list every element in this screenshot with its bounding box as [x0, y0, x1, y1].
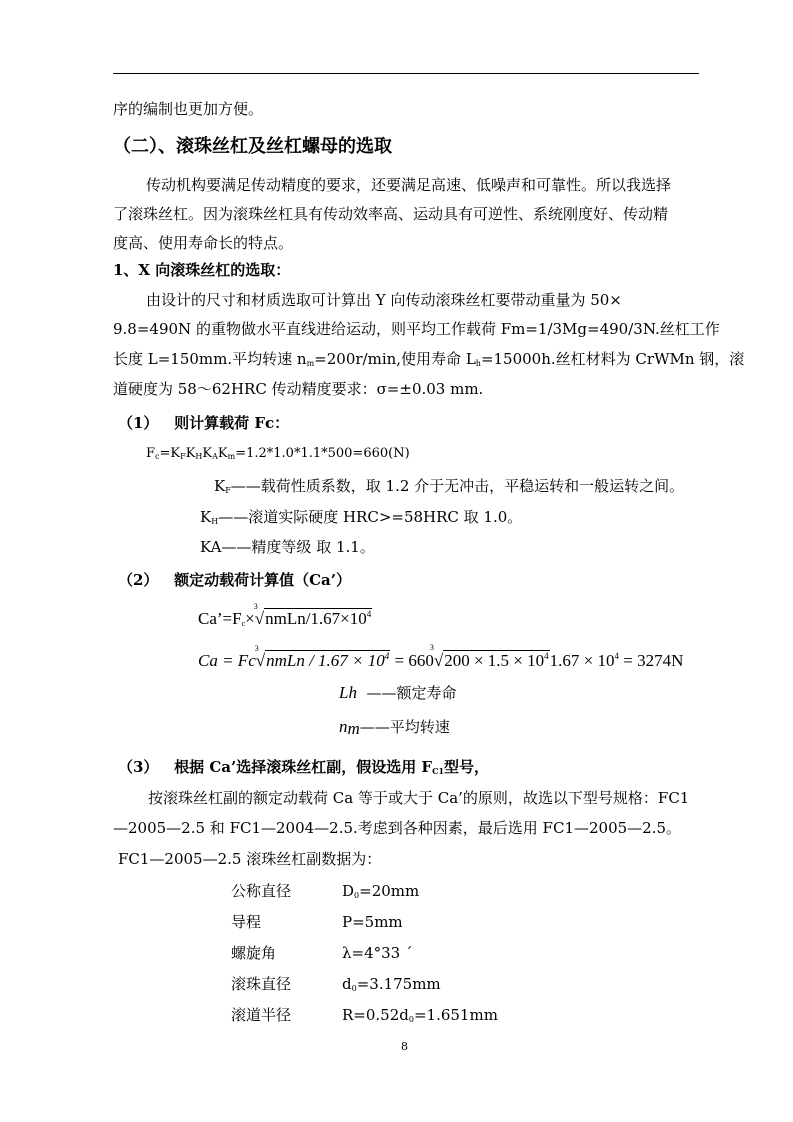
calc-line-2: 9.8=490N 的重物做水平直线进给运动，则平均工作载荷 Fm=1/3Mg=490/3N.丝杠工作: [113, 320, 720, 338]
step-1-heading: （1） 则计算载荷 Fc：: [118, 414, 290, 432]
param-name: 导程: [231, 913, 262, 931]
intro-line-1: 传动机构要满足传动精度的要求，还要满足高速、低噪声和可靠性。所以我选择: [146, 176, 672, 194]
param-name: 螺旋角: [231, 944, 277, 962]
header-rule: [113, 73, 699, 74]
param-value: $R=0.52d_0=1.651mm$: [342, 1006, 498, 1024]
formula-ca-prime: $Ca’=F_c\times$ 3 $√nmLn/1.67\times 10^4$: [198, 602, 372, 628]
param-value: P=5mm: [342, 913, 403, 931]
formula-ca-calculation: Ca = Fc 3 √nmLn / $1.67 \times 10^4 = 660$ 3 $√200 \times 1.5 \times 10^41.67 \times 10^4 = 3274N$: [198, 643, 684, 670]
param-value: λ=4°33 ˊ: [342, 944, 413, 962]
continuation-line: 序的编制也更加方便。: [113, 100, 264, 118]
subsection-heading-1: 1、X 向滚珠丝杠的选取：: [113, 261, 291, 279]
param-name: 公称直径: [231, 882, 292, 900]
param-name: 滚道半径: [231, 1006, 292, 1024]
selection-line-1: 按滚珠丝杠副的额定动载荷 Ca 等于或大于 Ca’的原则，故选以下型号规格：FC1: [148, 789, 690, 807]
calc-line-4: 道硬度为 58～62HRC 传动精度要求：σ=±0.03 mm.: [113, 380, 484, 398]
section-heading: （二）、滚珠丝杠及丝杠螺母的选取: [113, 136, 392, 157]
step-2-heading: （2） 额定动载荷计算值（Ca’）: [118, 571, 351, 589]
ka-definition: KA——精度等级 取 1.1。: [200, 538, 375, 556]
param-value: $d_0=3.175mm$: [342, 975, 441, 993]
lh-definition: Lh ——额定寿命: [339, 683, 457, 702]
nm-definition: $n_m——$平均转速: [339, 717, 450, 738]
page-number: 8: [401, 1040, 408, 1053]
param-name: 滚珠直径: [231, 975, 292, 993]
load-formula: $F_c=K_FK_HK_AK_m=1.2*1.0*1.1*500=660(N)$: [146, 446, 410, 461]
param-value: $D_0=20mm$: [342, 882, 420, 900]
intro-line-3: 度高、使用寿命长的特点。: [113, 234, 294, 252]
calc-line-1: 由设计的尺寸和材质选取可计算出 Y 向传动滚珠丝杠要带动重量为 50×: [146, 291, 622, 309]
selection-line-3: FC1—2005—2.5 滚珠丝杠副数据为：: [118, 850, 382, 868]
selection-line-2: —2005—2.5 和 FC1—2004—2.5.考虑到各种因素，最后选用 FC1—2005—2.5。: [113, 819, 682, 837]
step-3-heading: （3） 根据 Ca’选择滚珠丝杠副，假设选用 $F_{C1}$型号，: [118, 758, 490, 776]
calc-line-3: 长度 L=150mm.平均转速 $n_m=200r/\min$,使用寿命 $L_h=15000h$.丝杠材料为 CrWMn 钢，滚: [113, 350, 745, 368]
intro-line-2: 了滚珠丝杠。因为滚珠丝杠具有传动效率高、运动具有可逆性、系统刚度好、传动精: [113, 205, 669, 223]
kf-definition: $K_F——$载荷性质系数，取 1.2 介于无冲击，平稳运转和一般运转之间。: [214, 477, 685, 495]
kh-definition: $K_H——$滚道实际硬度 HRC>=58HRC 取 1.0。: [200, 508, 523, 526]
